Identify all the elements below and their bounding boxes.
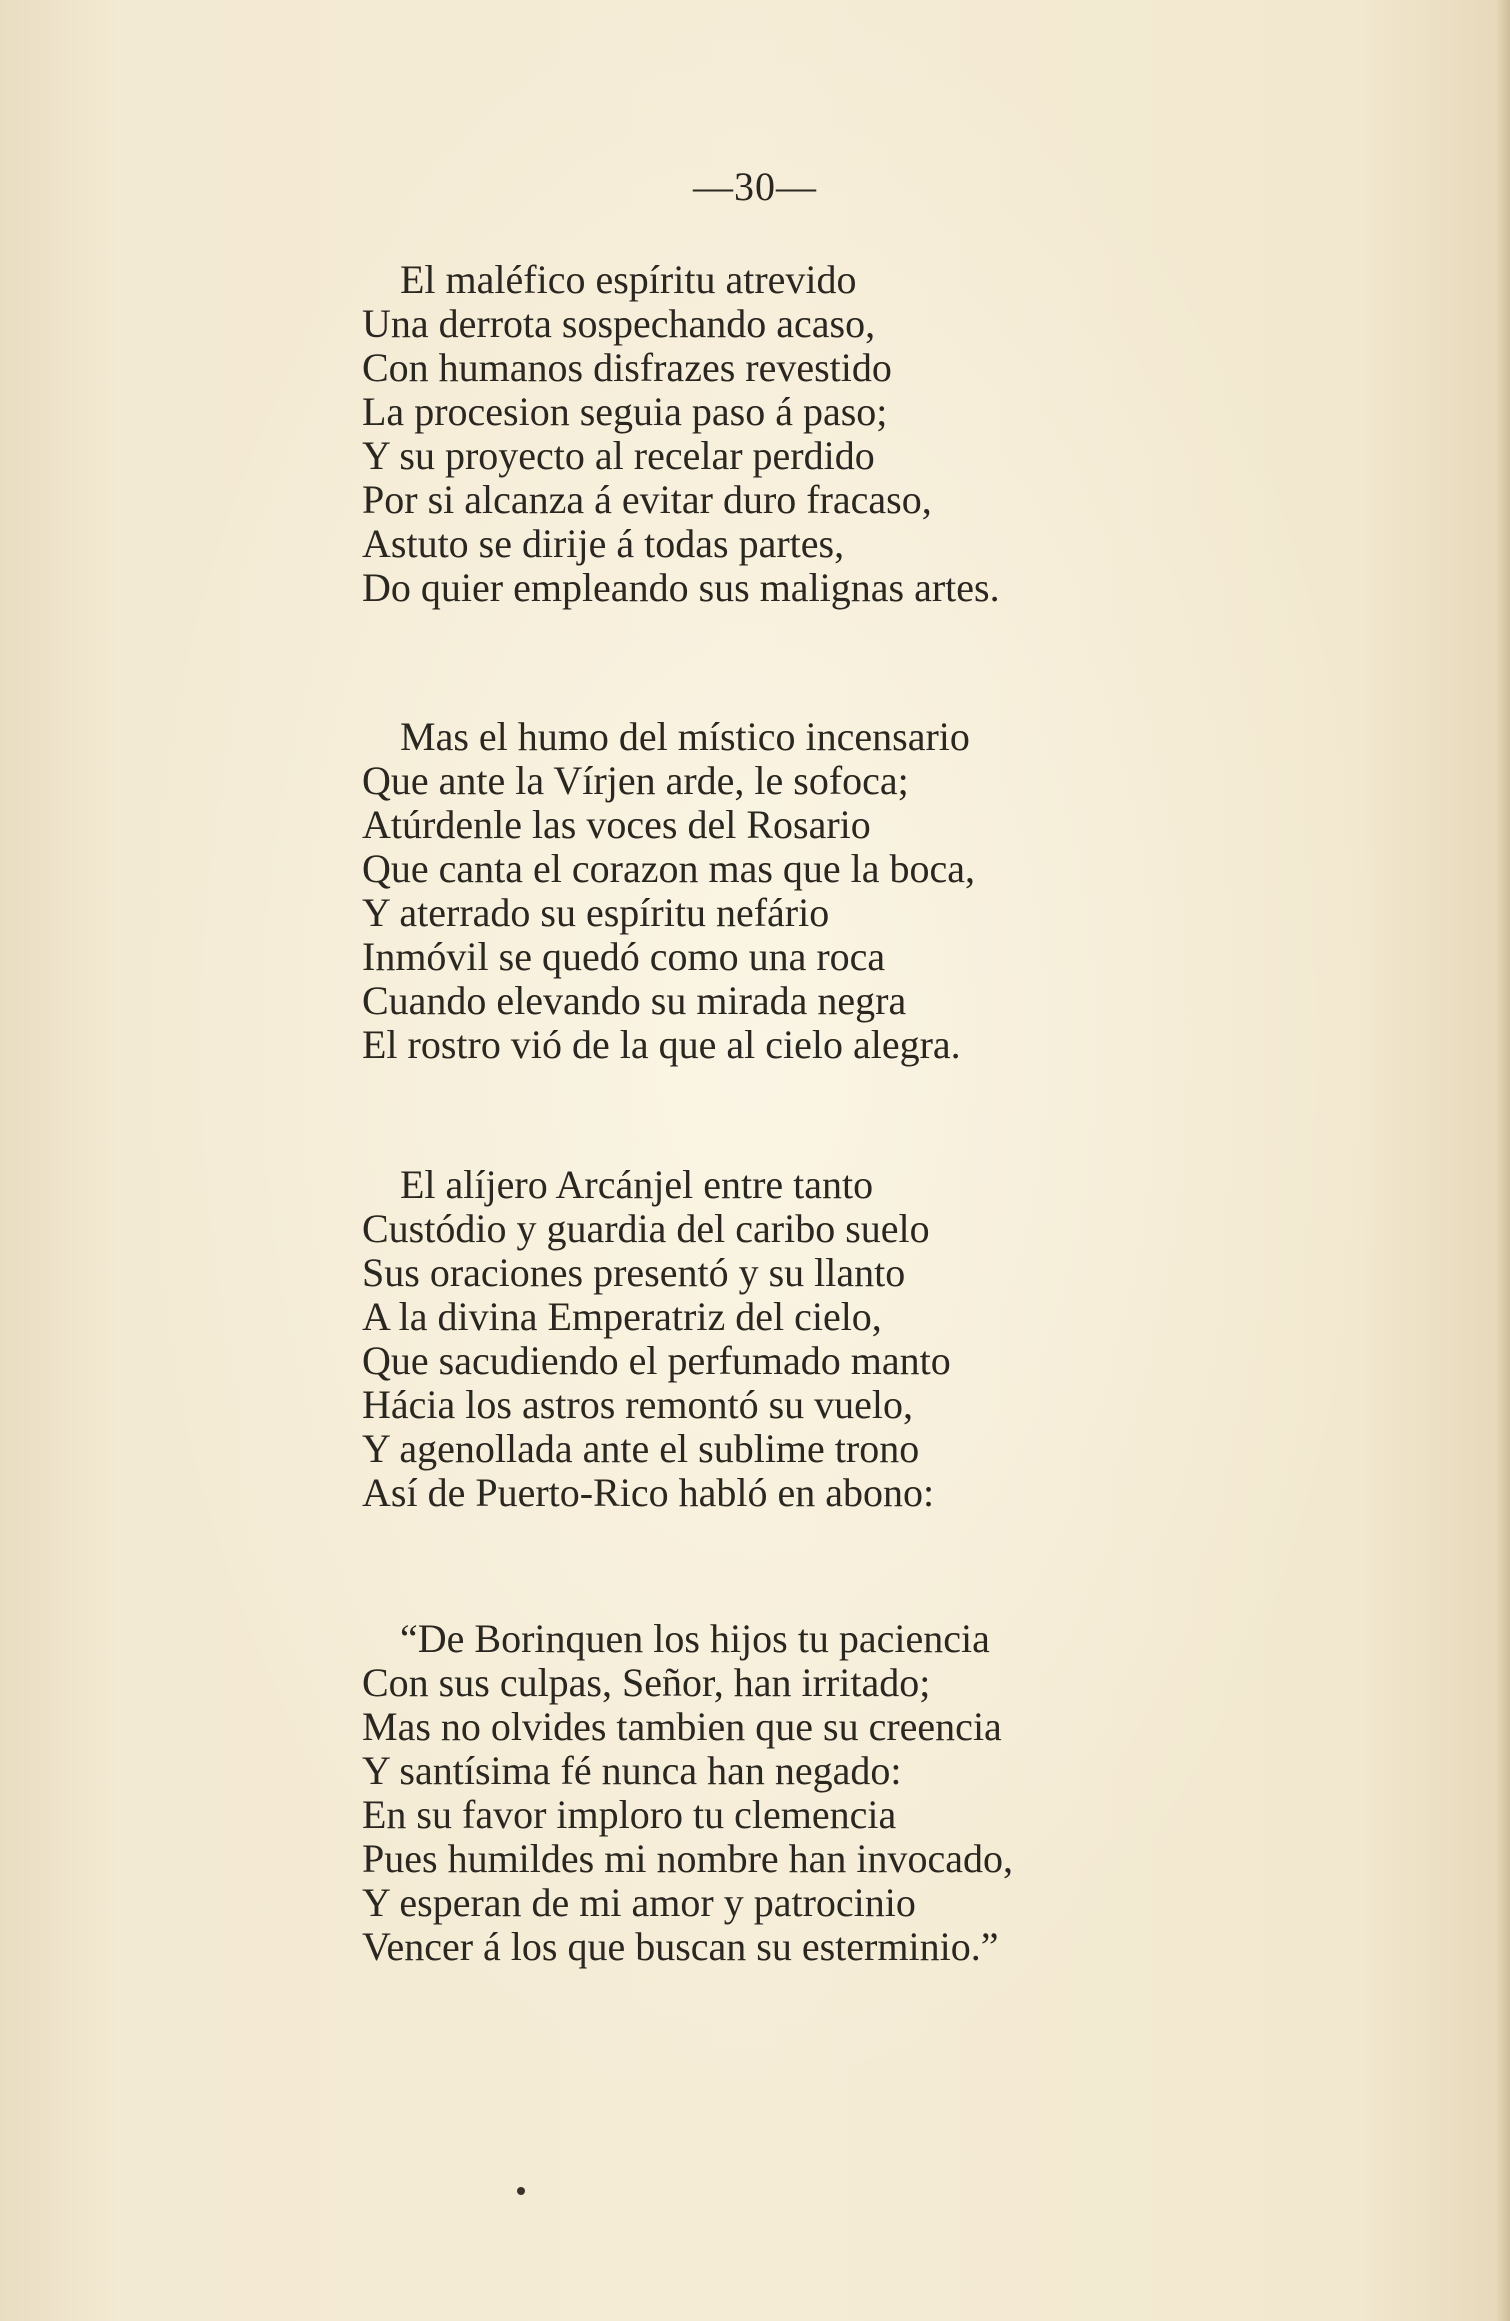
verse-line: Pues humildes mi nombre han invocado, — [362, 1836, 1014, 1881]
verse-line: Mas el humo del místico incensario — [400, 714, 970, 759]
verse-line: Cuando elevando su mirada negra — [362, 978, 907, 1023]
verse-line: Con sus culpas, Señor, han irritado; — [362, 1660, 931, 1705]
verse-line: Y su proyecto al recelar perdido — [362, 433, 875, 478]
verse-line: Hácia los astros remontó su vuelo, — [362, 1382, 913, 1427]
verse-line: Sus oraciones presentó y su llanto — [362, 1250, 906, 1295]
verse-line: El alíjero Arcánjel entre tanto — [400, 1162, 874, 1207]
verse-line: Y santísima fé nunca han negado: — [362, 1748, 902, 1793]
verse-line: Que ante la Vírjen arde, le sofoca; — [362, 758, 909, 803]
verse-line: En su favor imploro tu clemencia — [362, 1792, 897, 1837]
stanza — [362, 1163, 951, 1515]
verse-line: “De Borinquen los hijos tu paciencia — [400, 1616, 990, 1661]
verse-line: Y aterrado su espíritu nefário — [362, 890, 830, 935]
verse-line: Por si alcanza á evitar duro fracaso, — [362, 477, 932, 522]
verse-line: Y esperan de mi amor y patrocinio — [362, 1880, 916, 1925]
verse-line: Y agenollada ante el sublime trono — [362, 1426, 920, 1471]
page-number: —30— — [693, 164, 817, 209]
verse-line: La procesion seguia paso á paso; — [362, 389, 888, 434]
verse-line: El rostro vió de la que al cielo alegra. — [362, 1022, 961, 1067]
verse-line: Con humanos disfrazes revestido — [362, 345, 892, 390]
verse-line: Así de Puerto-Rico habló en abono: — [362, 1470, 935, 1515]
verse-line: Que canta el corazon mas que la boca, — [362, 846, 976, 891]
stanza — [362, 715, 975, 1067]
verse-line: El maléfico espíritu atrevido — [400, 257, 857, 302]
verse-line: Que sacudiendo el perfumado manto — [362, 1338, 951, 1383]
verse-line: Do quier empleando sus malignas artes. — [362, 565, 1000, 610]
verse-line: Astuto se dirije á todas partes, — [362, 521, 845, 566]
stanza — [362, 1617, 1013, 1969]
verse-line: Custódio y guardia del caribo suelo — [362, 1206, 930, 1251]
page-edge-shadow — [1496, 0, 1510, 2321]
verse-line: Atúrdenle las voces del Rosario — [362, 802, 871, 847]
verse-line: Una derrota sospechando acaso, — [362, 301, 876, 346]
verse-line: A la divina Emperatriz del cielo, — [362, 1294, 882, 1339]
verse-line: Vencer á los que buscan su esterminio.” — [362, 1924, 999, 1969]
verse-line: Mas no olvides tambien que su creencia — [362, 1704, 1002, 1749]
verse-line: Inmóvil se quedó como una roca — [362, 934, 886, 979]
ink-speck — [517, 2187, 525, 2195]
stanza — [362, 258, 1000, 610]
